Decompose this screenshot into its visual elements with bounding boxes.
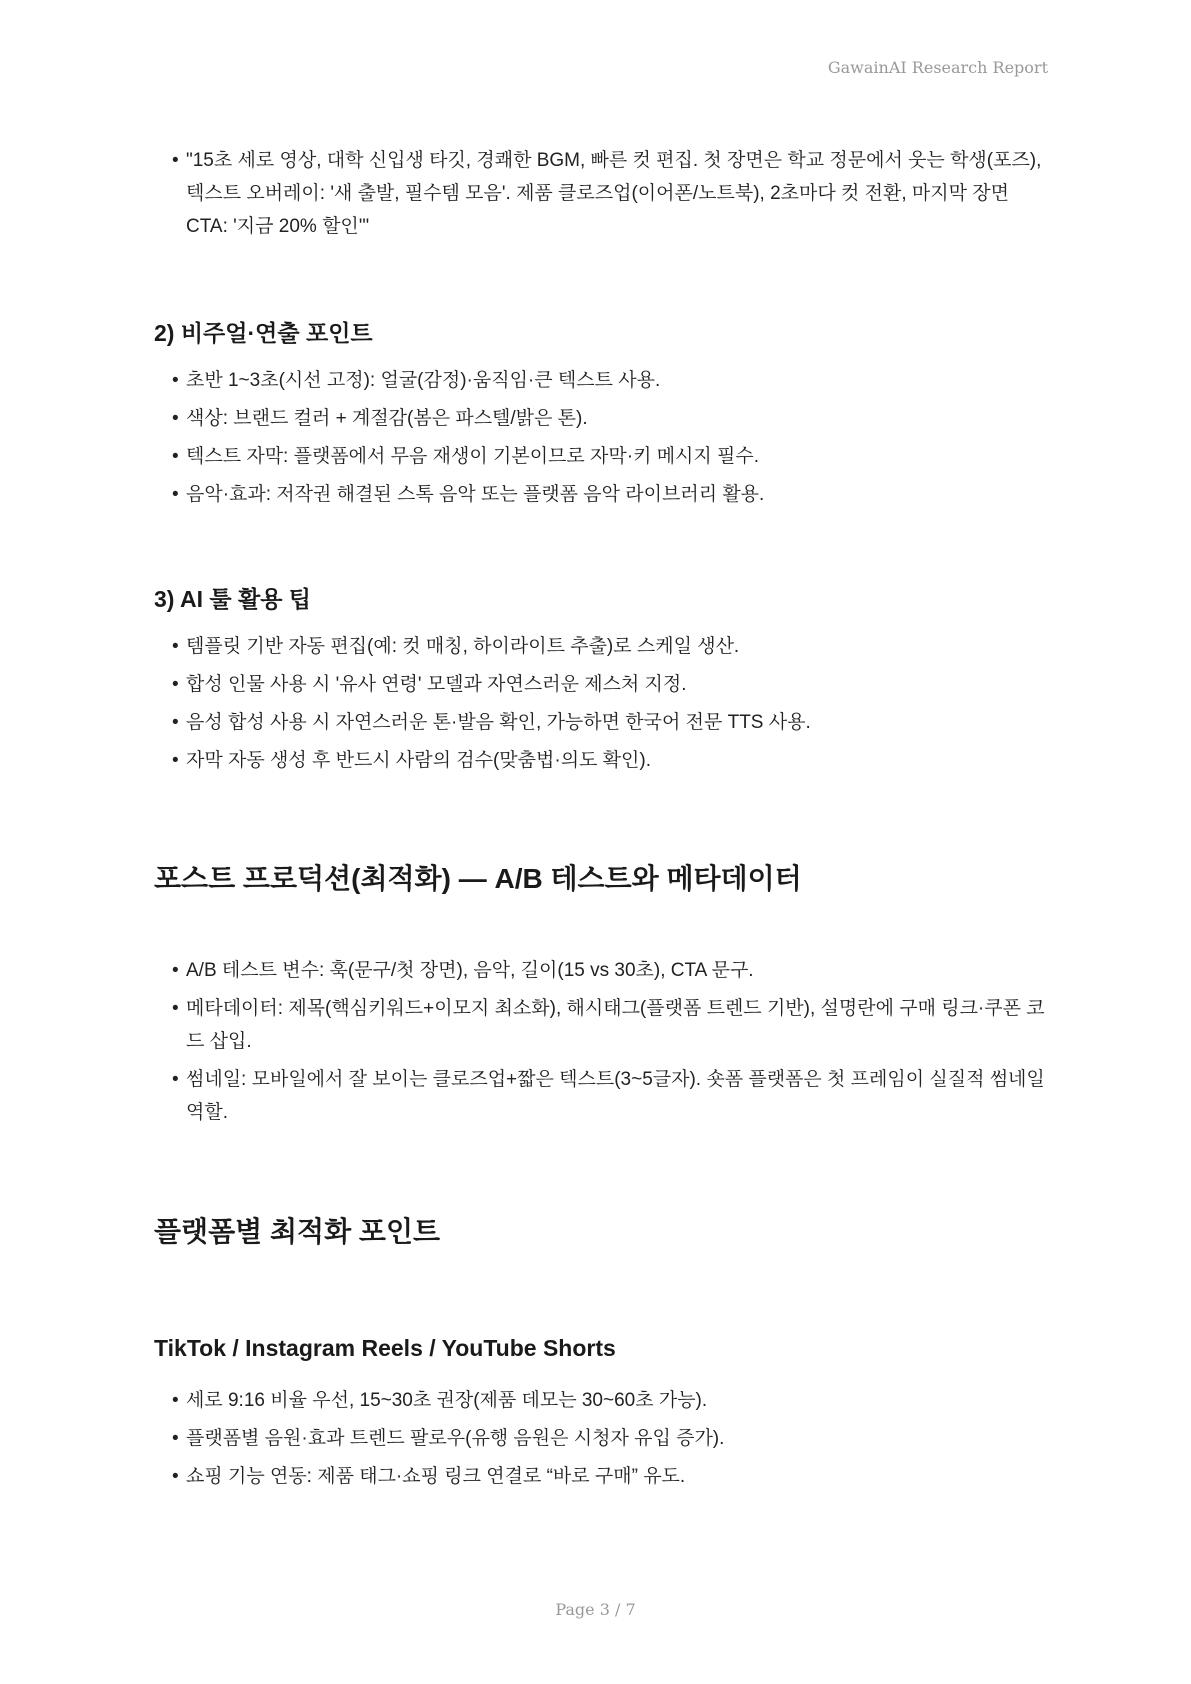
list-item: • 음악·효과: 저작권 해결된 스톡 음악 또는 플랫폼 음악 라이브러리 활용. [154, 478, 1054, 511]
section-heading-ai: 3) AI 툴 활용 팁 [154, 586, 312, 612]
post-list [154, 954, 1054, 1134]
list-item: • 플랫폼별 음원·효과 트렌드 팔로우(유행 음원은 시청자 유입 증가). [154, 1422, 1054, 1455]
list-item: • 음성 합성 사용 시 자연스러운 톤·발음 확인, 가능하면 한국어 전문 TTS 사용. [154, 706, 1054, 739]
list-item: • 초반 1~3초(시선 고정): 얼굴(감정)·움직임·큰 텍스트 사용. [154, 364, 1054, 397]
list-item: • 썸네일: 모바일에서 잘 보이는 클로즈업+짧은 텍스트(3~5글자). 숏폼 플랫폼은 첫 프레임이 실질적 썸네일 역할. [154, 1063, 1054, 1129]
subsection-heading-platforms: TikTok / Instagram Reels / YouTube Shorts [154, 1335, 616, 1361]
list-item: • 세로 9:16 비율 우선, 15~30초 권장(제품 데모는 30~60초 가능). [154, 1384, 1054, 1417]
list-item: • 합성 인물 사용 시 '유사 연령' 모델과 자연스러운 제스처 지정. [154, 668, 1054, 701]
list-item: • 템플릿 기반 자동 편집(예: 컷 매칭, 하이라이트 추출)로 스케일 생산. [154, 630, 1054, 663]
platform-list [154, 1384, 1054, 1498]
intro-list [154, 144, 1054, 248]
list-item: • 쇼핑 기능 연동: 제품 태그·쇼핑 링크 연결로 “바로 구매” 유도. [154, 1460, 1054, 1493]
list-item: • 메타데이터: 제목(핵심키워드+이모지 최소화), 해시태그(플랫폼 트렌드 기반), 설명란에 구매 링크·쿠폰 코드 삽입. [154, 992, 1054, 1058]
running-header: GawainAI Research Report [827, 58, 1048, 77]
visual-list [154, 364, 1054, 516]
ai-list [154, 630, 1054, 782]
list-item: • 자막 자동 생성 후 반드시 사람의 검수(맞춤법·의도 확인). [154, 744, 1054, 777]
page-number: Page 3 / 7 [555, 1600, 636, 1619]
list-item: • 색상: 브랜드 컬러 + 계절감(봄은 파스텔/밝은 톤). [154, 402, 1054, 435]
section-heading-post: 포스트 프로덕션(최적화) — A/B 테스트와 메타데이터 [154, 863, 802, 894]
section-heading-platform: 플랫폼별 최적화 포인트 [154, 1216, 441, 1247]
list-item: • "15초 세로 영상, 대학 신입생 타깃, 경쾌한 BGM, 빠른 컷 편집. 첫 장면은 학교 정문에서 웃는 학생(포즈), 텍스트 오버레이: '새 출발, 필수템 모음'. 제품 클로즈업(이어폰/노트북), 2초마다 컷 전환, 마지막 장면 CTA: '지금 20% 할인'" [154, 144, 1054, 243]
list-item: • A/B 테스트 변수: 훅(문구/첫 장면), 음악, 길이(15 vs 30초), CTA 문구. [154, 954, 1054, 987]
section-heading-visual: 2) 비주얼·연출 포인트 [154, 320, 373, 346]
list-item: • 텍스트 자막: 플랫폼에서 무음 재생이 기본이므로 자막·키 메시지 필수. [154, 440, 1054, 473]
